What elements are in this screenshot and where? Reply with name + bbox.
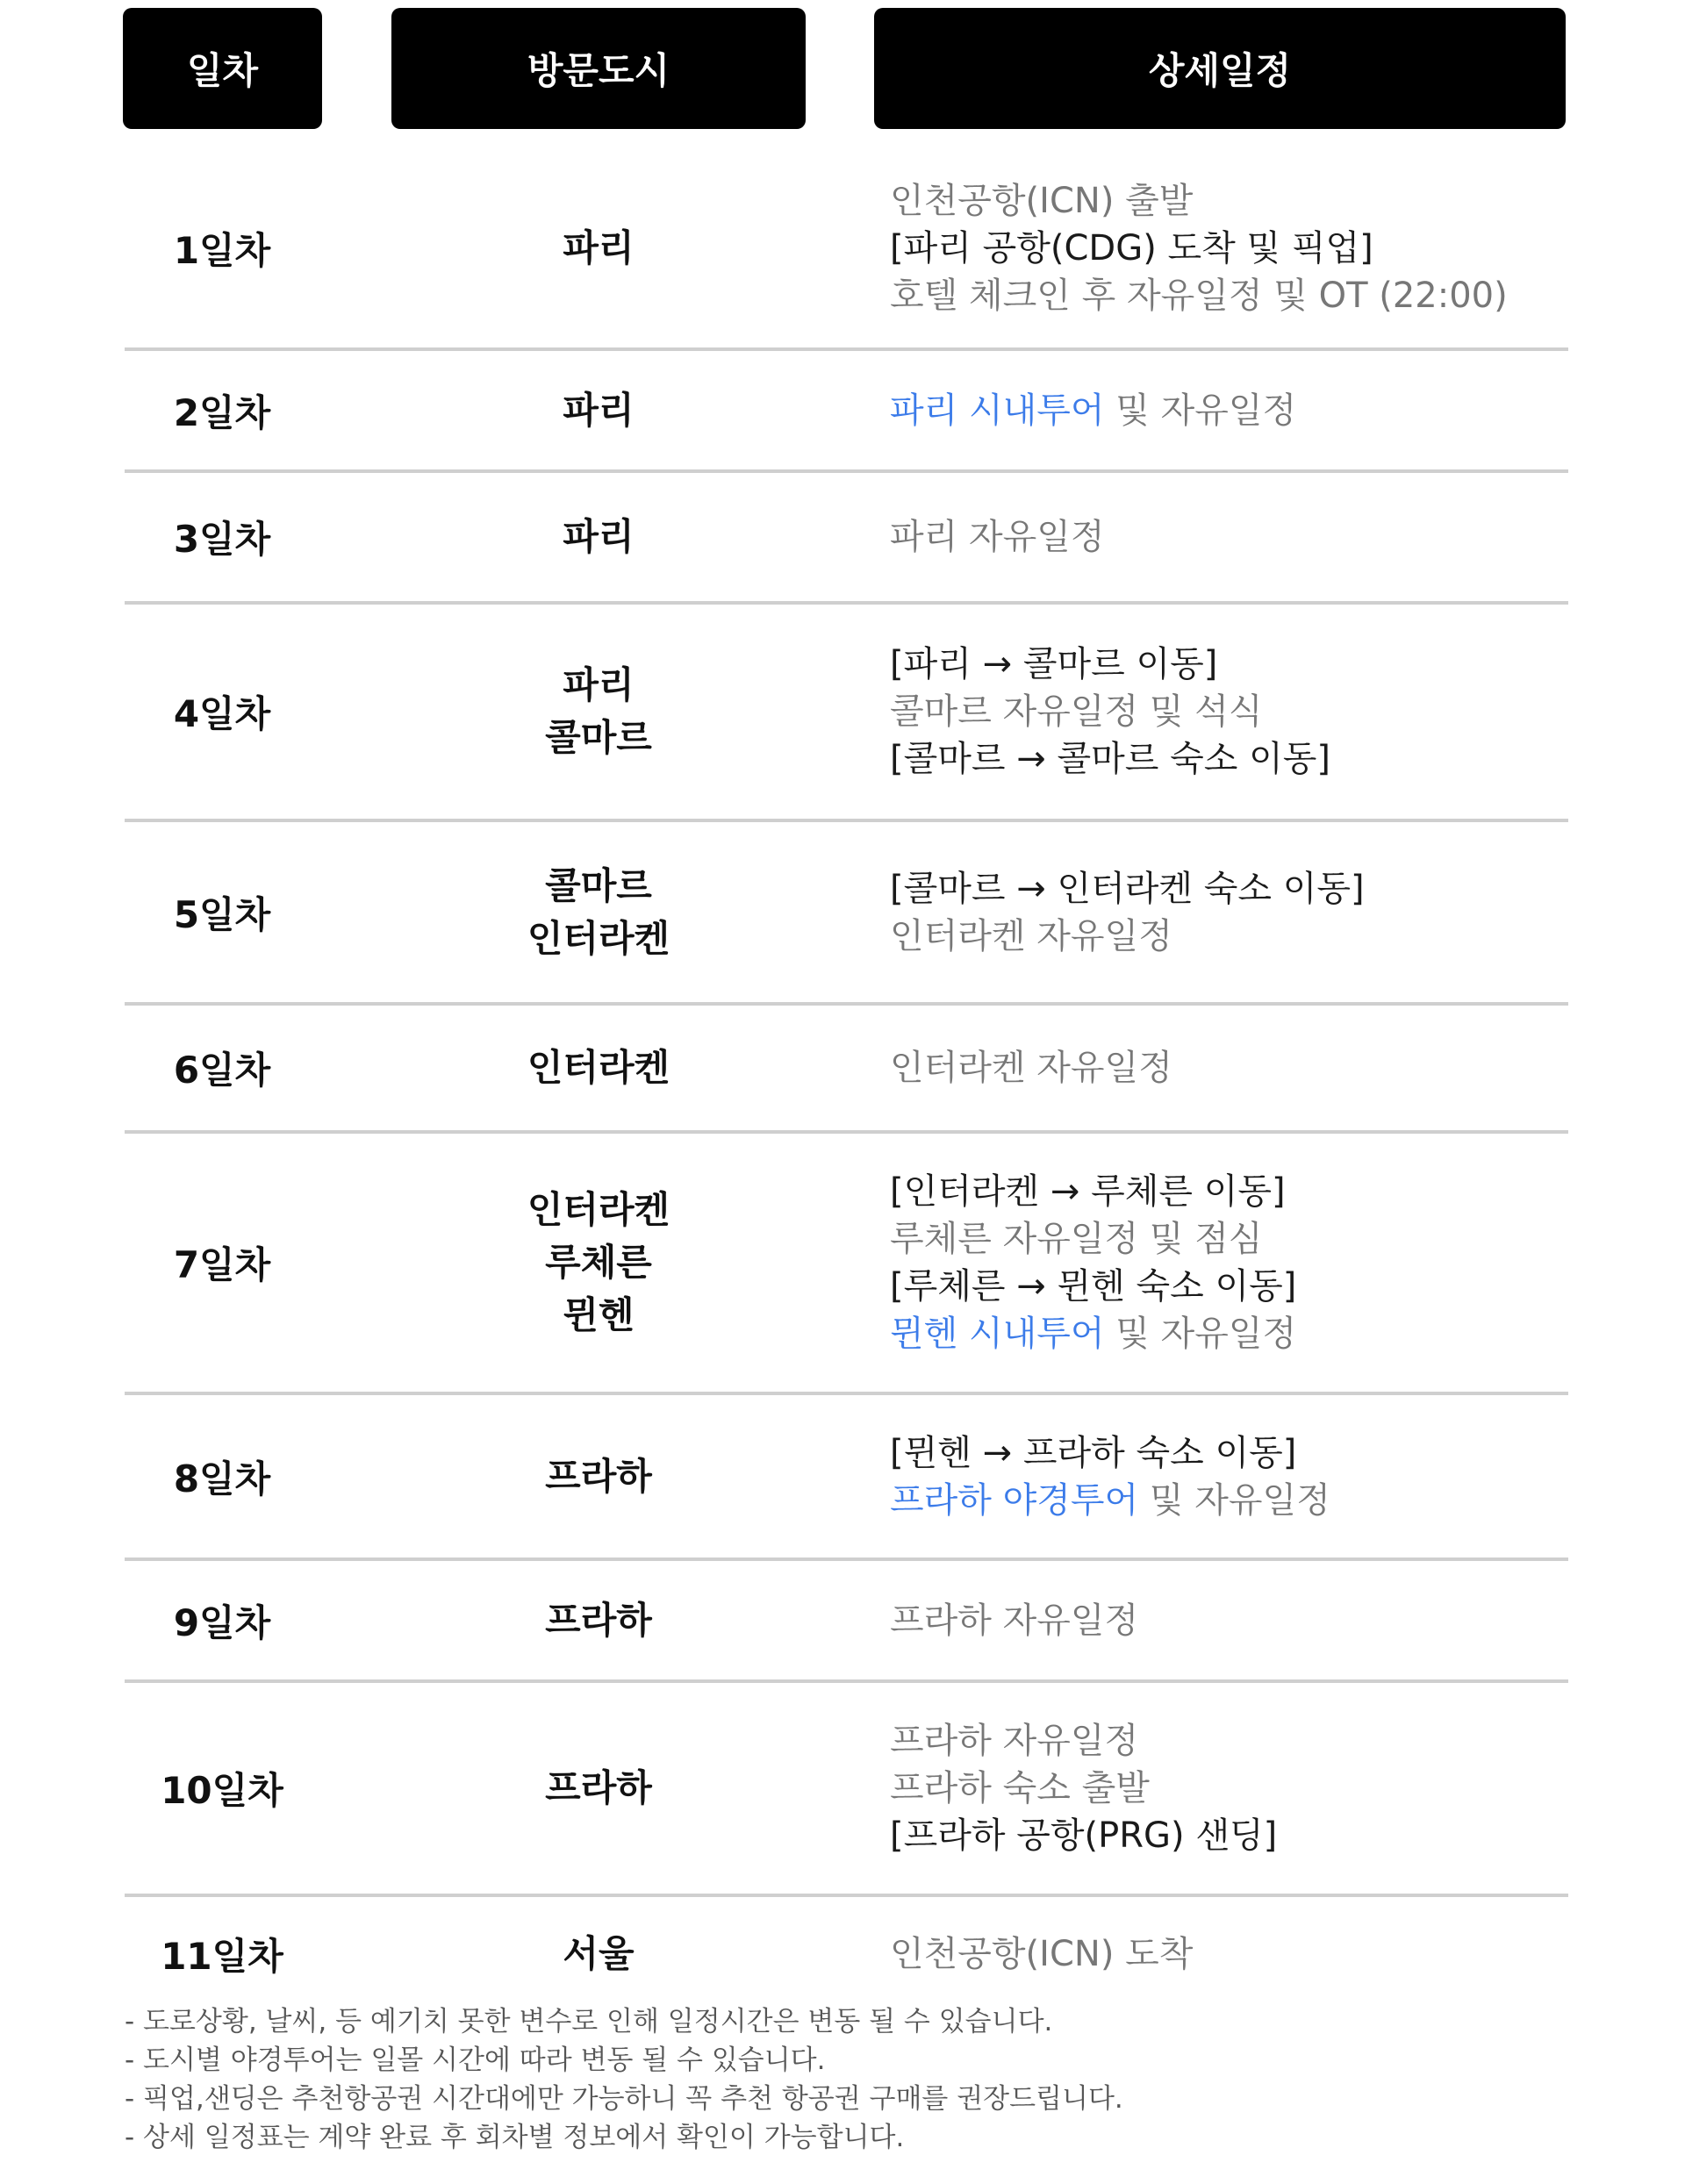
header-day: 일차 [123, 8, 322, 129]
detail-text: 인터라켄 자유일정 [890, 915, 1172, 956]
city-name: 프라하 [545, 1454, 652, 1498]
detail-text: 호텔 체크인 후 자유일정 및 OT (22:00) [890, 276, 1508, 316]
detail-line [890, 865, 1566, 913]
itinerary-table [125, 149, 1568, 2011]
day-label: 6일차 [173, 1049, 271, 1092]
city-cell [391, 222, 806, 275]
detail-text: 및 자유일정 [1104, 1314, 1297, 1354]
detail-text: [뮌헨 → 프라하 숙소 이동] [890, 1432, 1297, 1473]
detail-line [890, 1215, 1566, 1263]
detail-text: [루체른 → 뮌헨 숙소 이동] [890, 1266, 1297, 1307]
city-name: 인터라켄 [527, 1046, 670, 1089]
city-name: 파리 [563, 663, 635, 706]
detail-line [890, 1765, 1566, 1812]
detail-text: 프라하 숙소 출발 [890, 1768, 1150, 1808]
city-name: 콜마르 [545, 716, 652, 759]
day-label: 5일차 [173, 892, 271, 936]
detail-line [890, 1310, 1566, 1357]
detail-line [890, 1930, 1566, 1978]
day-label: 7일차 [173, 1243, 271, 1286]
city-name: 인터라켄 [527, 1188, 670, 1231]
detail-line [890, 1812, 1566, 1859]
day-label: 9일차 [173, 1600, 271, 1644]
header-city: 방문도시 [391, 8, 806, 129]
note-item: - 픽업,샌딩은 추천항공권 시간대에만 가능하니 꼭 추천 항공권 구매를 권장드립니다. [125, 2083, 1123, 2115]
detail-cell [890, 1044, 1566, 1092]
detail-cell [890, 1930, 1566, 1978]
detail-text: [프라하 공항(PRG) 샌딩] [890, 1815, 1278, 1856]
itinerary-row [125, 1395, 1568, 1561]
city-cell [391, 1184, 806, 1342]
itinerary-row [125, 605, 1568, 822]
detail-text: [콜마르 → 인터라켄 숙소 이동] [890, 868, 1365, 909]
notes-list [125, 2002, 1123, 2157]
itinerary-row [125, 1006, 1568, 1134]
detail-line [890, 1263, 1566, 1310]
detail-text: 파리 자유일정 [890, 517, 1105, 557]
detail-line [890, 1717, 1566, 1765]
city-cell [391, 1928, 806, 1980]
city-cell [391, 1594, 806, 1647]
day-label: 2일차 [173, 390, 271, 434]
detail-line [890, 1044, 1566, 1092]
city-name: 서울 [563, 1932, 635, 1975]
detail-line [890, 513, 1566, 561]
detail-text: 및 자유일정 [1104, 390, 1297, 431]
city-cell [391, 1042, 806, 1094]
city-name: 뮌헨 [563, 1293, 635, 1336]
detail-cell [890, 513, 1566, 561]
detail-line [890, 1477, 1566, 1524]
detail-text: 인터라켄 자유일정 [890, 1048, 1172, 1088]
city-cell [391, 860, 806, 965]
tour-highlight-text: 프라하 야경투어 [890, 1479, 1139, 1521]
tour-highlight-text: 파리 시내투어 [890, 390, 1105, 431]
itinerary-row [125, 822, 1568, 1006]
city-cell [391, 384, 806, 437]
detail-text: 프라하 자유일정 [890, 1600, 1139, 1641]
day-label: 8일차 [173, 1457, 271, 1500]
detail-text: [콜마르 → 콜마르 숙소 이동] [890, 739, 1330, 779]
detail-line [890, 1597, 1566, 1644]
detail-cell [890, 387, 1566, 434]
day-label: 4일차 [173, 692, 271, 735]
city-name: 프라하 [545, 1766, 652, 1809]
detail-cell [890, 177, 1566, 319]
detail-text: 콜마르 자유일정 및 석식 [890, 691, 1263, 732]
detail-line [890, 641, 1566, 688]
detail-cell [890, 1168, 1566, 1357]
detail-line [890, 688, 1566, 735]
detail-line [890, 387, 1566, 434]
city-name: 파리 [563, 388, 635, 432]
city-name: 인터라켄 [527, 916, 670, 960]
detail-text: [파리 공항(CDG) 도착 및 픽업] [890, 228, 1373, 269]
detail-cell [890, 1717, 1566, 1859]
city-cell [391, 511, 806, 563]
city-cell [391, 1762, 806, 1815]
detail-cell [890, 1597, 1566, 1644]
note-item: - 도로상황, 날씨, 등 예기치 못한 변수로 인해 일정시간은 변동 될 수 있습니다. [125, 2006, 1053, 2037]
detail-line [890, 272, 1566, 319]
city-name: 파리 [563, 226, 635, 269]
day-label: 1일차 [173, 229, 271, 272]
city-name: 콜마르 [545, 863, 652, 907]
itinerary-row [125, 149, 1568, 351]
itinerary-row [125, 351, 1568, 473]
note-item: - 도시별 야경투어는 일몰 시간에 따라 변동 될 수 있습니다. [125, 2044, 826, 2076]
detail-text: 루체른 자유일정 및 점심 [890, 1219, 1263, 1259]
day-label: 10일차 [161, 1769, 283, 1812]
itinerary-row [125, 1134, 1568, 1395]
detail-line [890, 1168, 1566, 1215]
detail-line [890, 913, 1566, 960]
itinerary-row [125, 1683, 1568, 1897]
note-item: - 상세 일정표는 계약 완료 후 회차별 정보에서 확인이 가능합니다. [125, 2122, 905, 2153]
city-name: 프라하 [545, 1598, 652, 1642]
city-name: 루체른 [545, 1241, 652, 1284]
city-cell [391, 1450, 806, 1503]
detail-line [890, 735, 1566, 783]
detail-line [890, 1429, 1566, 1477]
header-detail: 상세일정 [874, 8, 1566, 129]
detail-text: 인천공항(ICN) 도착 [890, 1934, 1194, 1974]
detail-text: 및 자유일정 [1138, 1479, 1330, 1521]
itinerary-row [125, 1561, 1568, 1683]
city-cell [391, 659, 806, 764]
detail-cell [890, 865, 1566, 960]
detail-cell [890, 641, 1566, 783]
detail-cell [890, 1429, 1566, 1524]
detail-line [890, 225, 1566, 272]
detail-text: 인천공항(ICN) 출발 [890, 181, 1194, 221]
tour-highlight-text: 뮌헨 시내투어 [890, 1314, 1105, 1354]
itinerary-row [125, 1897, 1568, 2011]
city-name: 파리 [563, 515, 635, 558]
detail-text: 프라하 자유일정 [890, 1721, 1139, 1761]
itinerary-row [125, 473, 1568, 605]
day-label: 11일차 [161, 1935, 283, 1978]
detail-text: [인터라켄 → 루체른 이동] [890, 1171, 1286, 1212]
detail-line [890, 177, 1566, 225]
day-label: 3일차 [173, 518, 271, 561]
detail-text: [파리 → 콜마르 이동] [890, 644, 1218, 684]
